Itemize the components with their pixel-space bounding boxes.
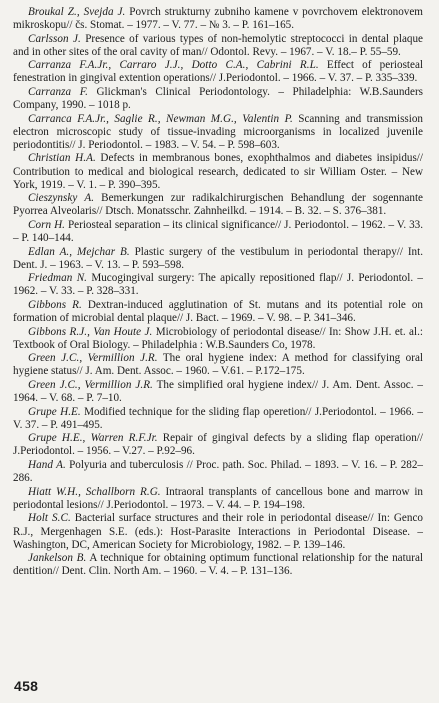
reference-authors: Carlsson J. [28,32,81,45]
reference-citation: Mucogingival surgery: The apically repositioned flap// J. Periodontol. – 1962. – V. 33. – P. 328–331. [13,272,423,298]
reference-authors: Grupe H.E., Warren R.F.Jr. [28,432,158,445]
reference-authors: Gibbons R. [28,298,82,311]
reference-authors: Carranza F. [28,86,88,99]
reference-citation: Periosteal separation – its clinical significance// J. Periodontol. – 1962. – V. 33. – P. 140–144. [13,218,423,244]
reference-entry [13,86,423,112]
reference-entry [13,352,423,378]
reference-entry [13,272,423,298]
reference-entry [13,113,423,152]
reference-authors: Broukal Z., Svejda J. [28,6,126,18]
reference-entry [13,246,423,272]
reference-authors: Hiatt W.H., Schallborn R.G. [28,485,161,498]
reference-entry [13,152,423,191]
reference-entry [13,459,423,485]
reference-authors: Hand A. [28,459,66,472]
reference-entry [13,299,423,325]
reference-authors: Edlan A., Mejchar B. [28,245,130,258]
reference-authors: Carranca F.A.Jr., Saglie R., Newman M.G., Valentin P. [28,112,293,125]
reference-citation: The oral hygiene index: A method for classifying oral hygiene status// J. Am. Dent. Assoc. – 1960. – V.61. – P.172–175. [13,352,423,378]
reference-citation: A technique for obtaining optimum functional relationship for the natural dentition// Dent. Clin. North Am. – 1960. – V. 4. – P. 131–136. [13,552,424,578]
reference-entry [13,432,423,458]
reference-citation: Microbiology of periodontal disease// In: Show J.H. et. al.: Textbook of Oral Biology. – Philadelphia : W.B.Saunders Co, 1978. [13,325,423,351]
reference-entry [13,6,423,32]
reference-citation: Effect of periosteal fenestration in gingival extention operations// J.Periodontol. – 1966. – V. 37. – P. 335–339. [13,59,423,85]
page-number: 458 [14,678,39,694]
reference-citation: Glickman's Clinical Periodontology. – Philadelphia: W.B.Saunders Company, 1990. – 1018 p. [13,86,423,112]
reference-citation: Dextran-induced agglutination of St. mutans and its potential role on formation of microbial dental plaque// J. Bact. – 1969. – V. 98. – P. 341–346. [13,298,423,325]
reference-authors: Green J.C., Vermillion J.R. [28,379,153,392]
reference-citation: Bacterial surface structures and their role in periodontal disease// In: Genco R.J., Mergenhagen S.E. (eds.): Host-Parasite Interactions in Periodontal Disease. – Washington, DC, American Society for Microbiology, 1982. – P. 139–146. [13,512,423,551]
reference-entry [13,33,423,59]
reference-entry [13,406,423,432]
reference-citation: Defects in membranous bones, exophthalmos and diabetes insipidus// Contribution to medical and biological research, dedicated to sir William Oster. – New York, 1919. – V. 1. – P. 390–395. [13,152,423,191]
reference-entry [13,192,423,218]
reference-entry [13,552,423,578]
reference-entry [13,219,423,245]
reference-entry [13,59,423,85]
reference-authors: Cieszynsky A. [28,192,95,205]
reference-citation: Presence of various types of non-hemolytic streptococci in dental plaque and in other sites of the oral cavity of man// Odontol. Revy. – 1967. – V. 18.– P. 55–59. [13,32,424,58]
reference-citation: Plastic surgery of the vestibulum in periodontal therapy// Int. Dent. J. – 1963. – V. 13. – P. 593–598. [13,245,423,271]
reference-citation: Povrch strukturny zubniho kamene v povrchovem elektronovem mikroskopu// čs. Stomat. – 1977. – V. 77. – № 3. – P. 161–165. [13,6,423,32]
reference-authors: Holt S.C. [28,512,71,525]
reference-authors: Gibbons R.J., Van Houte J. [28,325,153,338]
reference-entry [13,326,423,352]
reference-authors: Christian H.A. [28,152,96,165]
reference-authors: Carranza F.A.Jr., Carraro J.J., Dotto C.A., Cabrini R.L. [28,59,319,72]
reference-citation: Repair of gingival defects by a sliding flap operation// J.Periodontol. – 1956. – V.27. – P.92–96. [13,432,423,458]
reference-citation: The simplified oral hygiene index// J. Am. Dent. Assoc. – 1964. – V. 68. – P. 7–10. [13,379,423,405]
reference-citation: Intraoral transplants of cancellous bone and marrow in periodontal lesions// J.Periodontol. – 1973. – V. 44. – P. 194–198. [13,485,423,511]
reference-entry [13,512,423,551]
reference-citation: Modified technique for the sliding flap operetion// J.Periodontol. – 1966. – V. 37. – P. 491–495. [13,405,423,431]
reference-entry [13,379,423,405]
reference-entry [13,486,423,512]
reference-list [13,6,423,578]
reference-citation: Bemerkungen zur radikalchirurgischen Behandlung der sogennante Pyorrea Alveolaris// Dtsch. Monatsschr. Zahnheilkd. – 1914. – B. 32. – S. 376–381. [13,192,423,218]
reference-authors: Grupe H.E. [28,405,81,418]
reference-citation: Polyuria and tuberculosis // Proc. path. Soc. Philad. – 1893. – V. 16. – P. 282–286. [13,459,423,485]
reference-authors: Jankelson B. [28,552,87,565]
reference-citation: Scanning and transmission electron microscopic study of tissue-invading microorganisms in localized juvenile periodontitis// J. Periodontol. – 1983. – V. 54. – P. 598–603. [13,112,423,151]
reference-authors: Green J.C., Vermillion J.R. [28,352,158,365]
reference-authors: Friedman N. [28,272,88,285]
reference-authors: Corn H. [28,218,66,231]
